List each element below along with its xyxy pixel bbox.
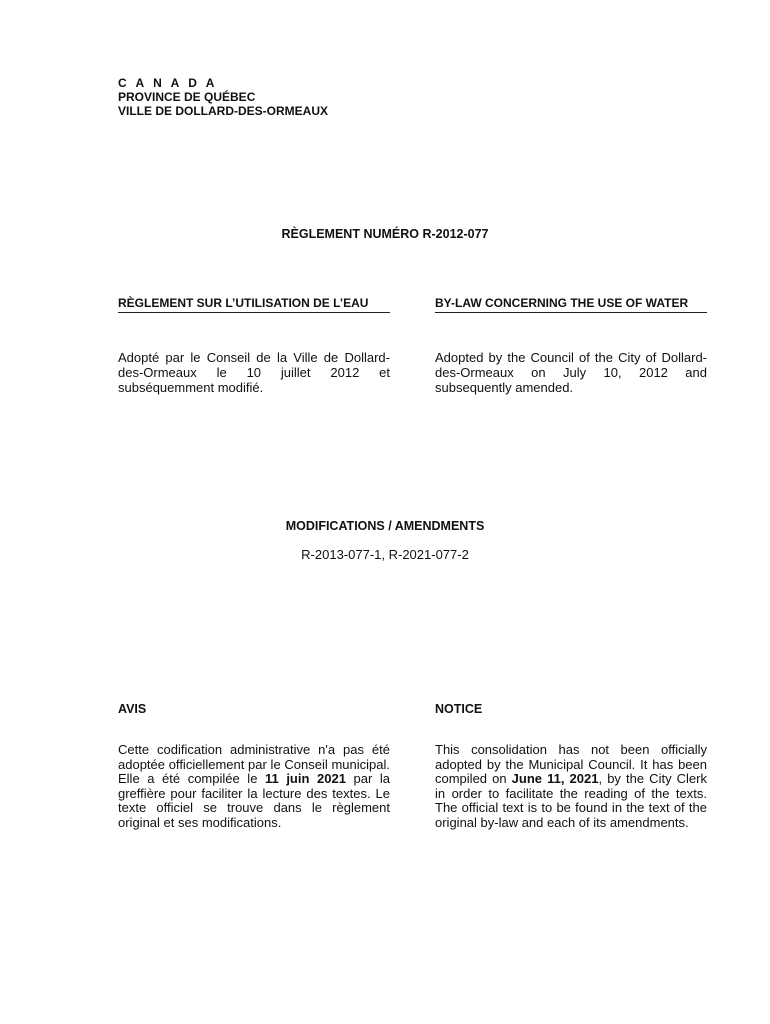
notice-fr-text-after: par la greffière pour faciliter la lecture des textes. Le texte officiel se trouve dans le règlement original et ses modifications. (118, 771, 390, 830)
notice-fr-text-before: Cette codification administrative n'a pas été adoptée officiellement par le Conseil municipal. Elle a été compilée le (118, 742, 390, 786)
notice-en-text-after: , by the City Clerk in order to facilitate the reading of the texts. The official text is to be found in the text of the original by-law and each of its amendments. (435, 771, 707, 830)
notice-heading-french: AVIS (118, 702, 147, 716)
notice-en-text-before: This consolidation has not been officially adopted by the Municipal Council. It has been compiled on (435, 742, 707, 786)
bylaw-number: RÈGLEMENT NUMÉRO R-2012-077 (281, 227, 489, 241)
modifications-list: R-2013-077-1, R-2021-077-2 (301, 547, 469, 562)
title-english: BY-LAW CONCERNING THE USE OF WATER (435, 296, 707, 313)
notice-heading-english: NOTICE (435, 702, 483, 716)
document-header (118, 76, 328, 118)
modifications-title: MODIFICATIONS / AMENDMENTS (285, 519, 485, 533)
country-line: C A N A D A (118, 76, 218, 90)
adopted-french: Adopté par le Conseil de la Ville de Dollard-des-Ormeaux le 10 juillet 2012 et subséquemment modifié. (118, 350, 390, 395)
province-line: PROVINCE DE QUÉBEC (118, 90, 256, 104)
notice-fr-date: 11 juin 2021 (265, 771, 346, 786)
adopted-english: Adopted by the Council of the City of Dollard-des-Ormeaux on July 10, 2012 and subsequently amended. (435, 350, 707, 395)
notice-en-date: June 11, 2021 (511, 771, 599, 786)
notice-body-french (118, 743, 390, 830)
city-line: VILLE DE DOLLARD-DES-ORMEAUX (118, 104, 328, 118)
notice-body-english (435, 743, 707, 830)
title-french: RÈGLEMENT SUR L’UTILISATION DE L’EAU (118, 296, 390, 313)
